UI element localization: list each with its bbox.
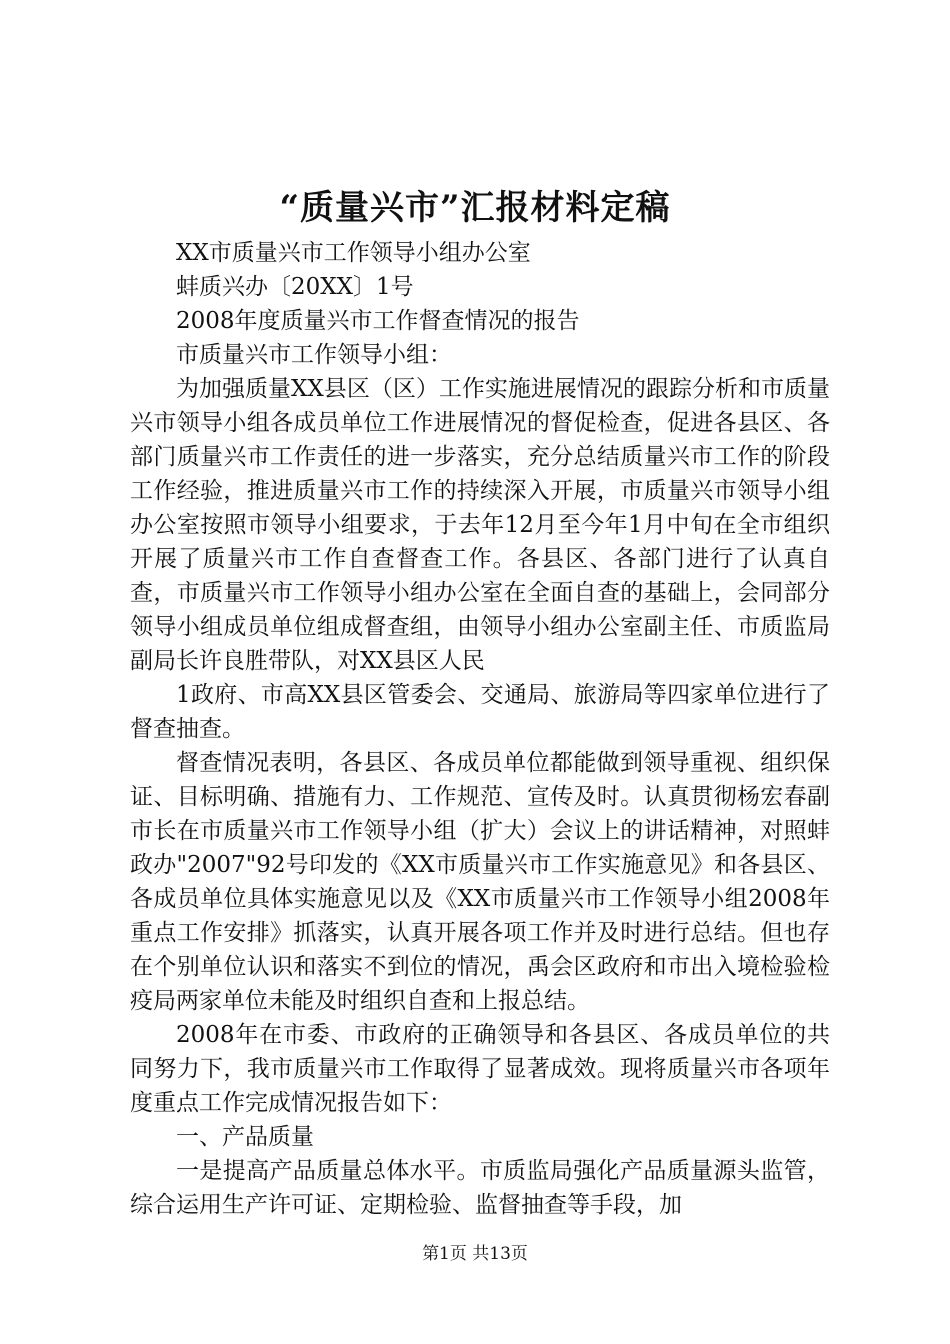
paragraph-issuer: XX市质量兴市工作领导小组办公室 [176, 240, 531, 266]
page-number: 第1页 共13页 [422, 1244, 528, 1264]
paragraph-body: 为加强质量XX县区（区）工作实施进展情况的跟踪分析和市质量兴市领导小组各成员单位工作进展情况的督促检查，促进各县区、各部门质量兴市工作责任的进一步落实，充分总结质量兴市工作的阶段工作经验，推进质量兴市工作的持续深入开展，市质量兴市领导小组办公室按照市领导小组要求，于去年12月至今年1月中旬在全市组织开展了质量兴市工作自查督查工作。各县区、各部门进行了认真自查，市质量兴市工作领导小组办公室在全面自查的基础上，会同部分领导小组成员单位组成督查组，由领导小组办公室副主任、市质监局副局长许良胜带队，对XX县区人民 [130, 376, 830, 674]
paragraph-body: 一是提高产品质量总体水平。市质监局强化产品质量源头监管，综合运用生产许可证、定期检验、监督抽查等手段，加 [130, 1158, 830, 1218]
paragraph-body: 督查情况表明，各县区、各成员单位都能做到领导重视、组织保证、目标明确、措施有力、工作规范、宣传及时。认真贯彻杨宏春副市长在市质量兴市工作领导小组（扩大）会议上的讲话精神，对照蚌政办"2007"92号印发的《XX市质量兴市工作实施意见》和各县区、各成员单位具体实施意见以及《XX市质量兴市工作领导小组2008年重点工作安排》抓落实，认真开展各项工作并及时进行总结。但也存在个别单位认识和落实不到位的情况，禹会区政府和市出入境检验检疫局两家单位未能及时组织自查和上报总结。 [130, 750, 830, 1014]
section-heading: 一、产品质量 [176, 1124, 314, 1150]
document-title: “质量兴市”汇报材料定稿 [279, 188, 671, 228]
paragraph-body: 2008年在市委、市政府的正确领导和各县区、各成员单位的共同努力下，我市质量兴市工作取得了显著成效。现将质量兴市各项年度重点工作完成情况报告如下： [130, 1022, 830, 1116]
paragraph-body: 1政府、市高XX县区管委会、交通局、旅游局等四家单位进行了督查抽查。 [130, 682, 830, 742]
paragraph-doc-number: 蚌质兴办〔20XX〕1号 [176, 274, 414, 300]
paragraph-report-title: 2008年度质量兴市工作督查情况的报告 [176, 308, 580, 334]
document-body [130, 236, 830, 1222]
paragraph-salutation: 市质量兴市工作领导小组： [176, 342, 452, 368]
